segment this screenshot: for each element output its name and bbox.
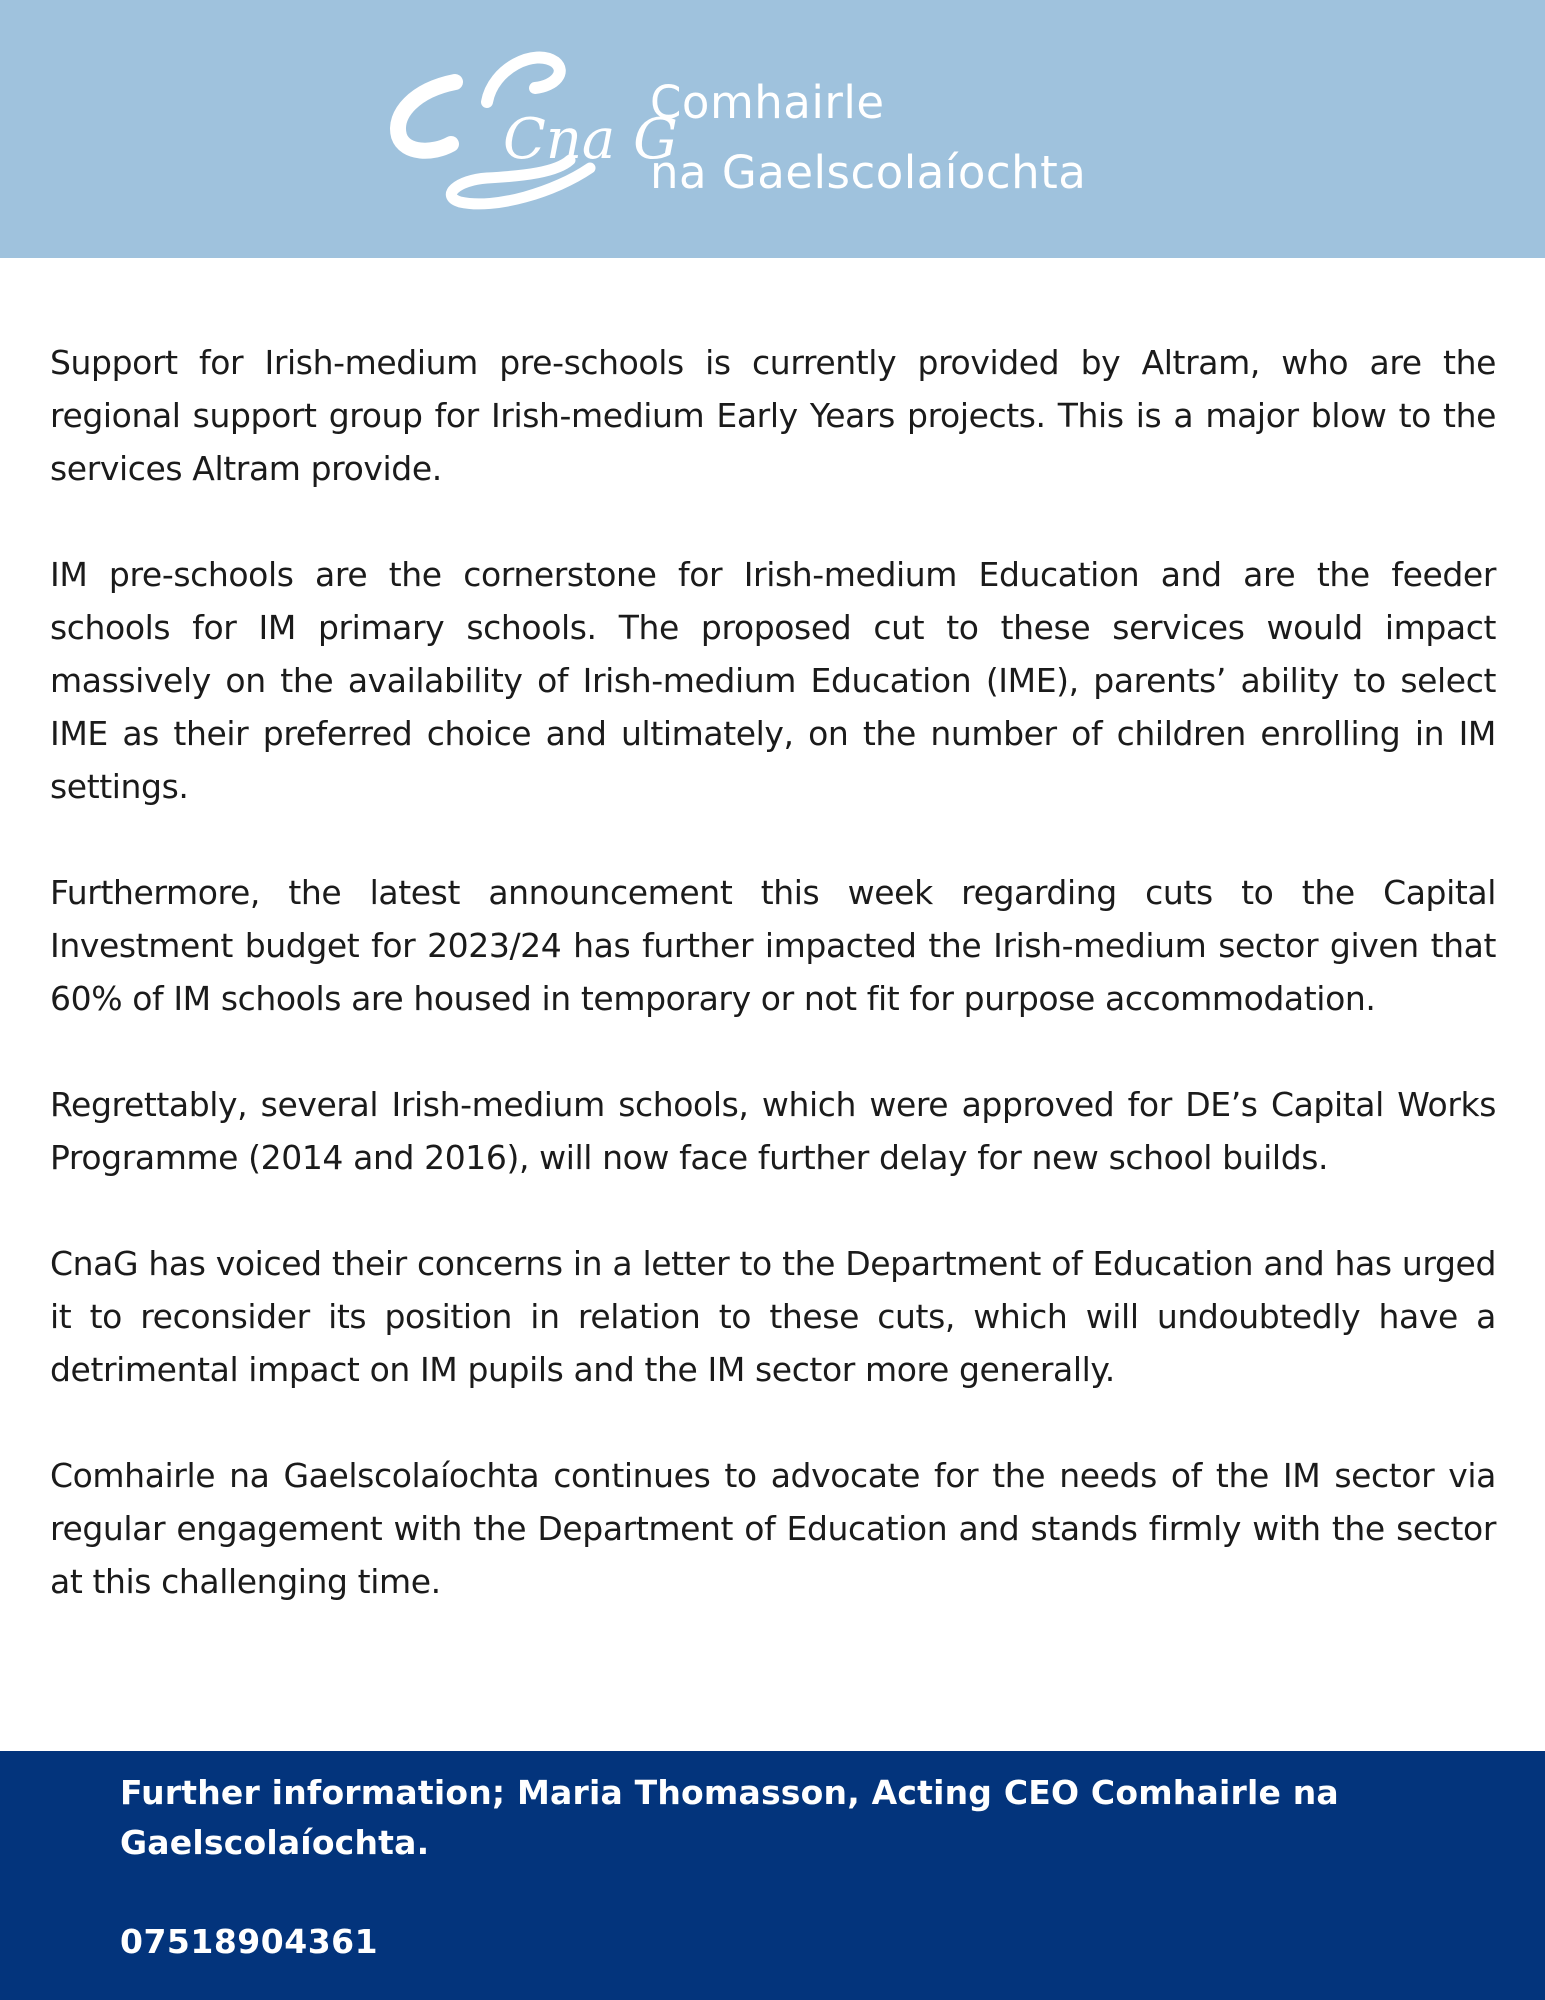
contact-phone: 07518904361 <box>120 1922 379 1961</box>
header-banner <box>0 0 1545 258</box>
cnag-logo-icon <box>385 42 678 218</box>
logo-line-1: Comhairle <box>650 76 885 129</box>
paragraph-1: Support for Irish-medium pre-schools is currently provided by Altram, who are the regional support group for Irish-medium Early Years projects. This is a major blow to the services Altram provide. <box>50 343 1496 488</box>
paragraph-5: CnaG has voiced their concerns in a letter to the Department of Education and has urged it to reconsider its position in relation to these cuts, which will undoubtedly have a detrimental impact on IM pupils and the IM sector more generally. <box>50 1244 1496 1389</box>
footer-banner <box>0 1751 1545 2000</box>
paragraph-4: Regrettably, several Irish-medium schools, which were approved for DE’s Capital Works Programme (2014 and 2016), will now face further delay for new school builds. <box>50 1085 1496 1177</box>
logo-mark-letters: Cna G <box>503 107 678 172</box>
logo-line-2: na Gaelscolaíochta <box>650 146 1087 199</box>
contact-info: Further information; Maria Thomasson, Acting CEO Comhairle na Gaelscolaíochta. <box>120 1773 1339 1862</box>
logo-wordmark <box>650 68 1086 208</box>
article-body <box>50 336 1496 1661</box>
paragraph-2: IM pre-schools are the cornerstone for Irish-medium Education and are the feeder schools for IM primary schools. The proposed cut to these services would impact massively on the availability of Irish-medium Education (IME), parents’ ability to select IME as their preferred choice and ultimately, on the number of children enrolling in IM settings. <box>50 555 1496 806</box>
paragraph-3: Furthermore, the latest announcement this week regarding cuts to the Capital Investment budget for 2023/24 has further impacted the Irish-medium sector given that 60% of IM schools are housed in temporary or not fit for purpose accommodation. <box>50 873 1496 1018</box>
paragraph-6: Comhairle na Gaelscolaíochta continues to advocate for the needs of the IM sector via regular engagement with the Department of Education and stands firmly with the sector at this challenging time. <box>50 1456 1496 1601</box>
